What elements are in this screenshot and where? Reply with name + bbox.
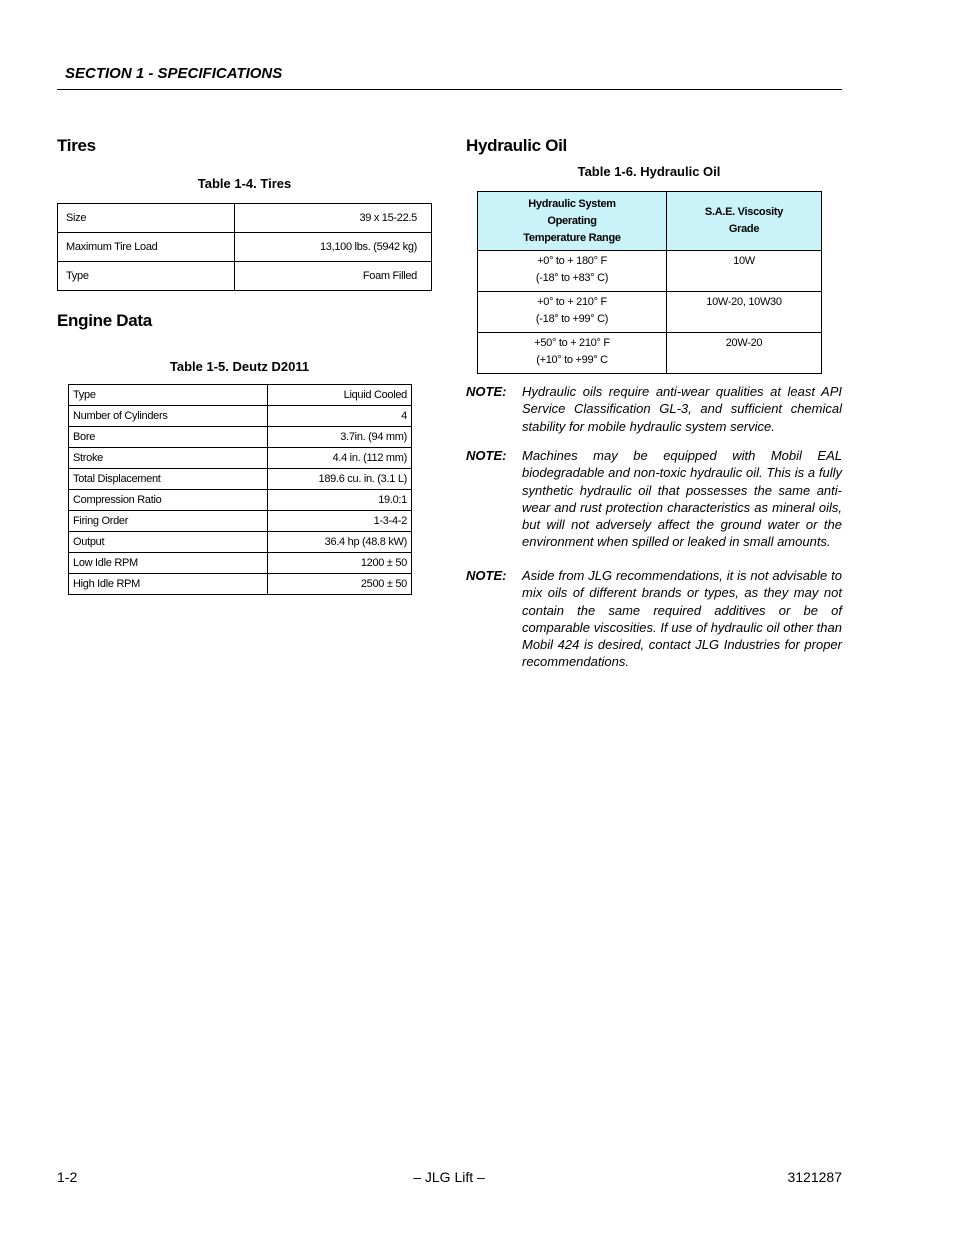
row-label: Compression Ratio	[69, 490, 268, 511]
row-label: Size	[58, 204, 235, 233]
row-label: Maximum Tire Load	[58, 233, 235, 262]
row-value: 2500 ± 50	[268, 574, 412, 595]
note-label: NOTE:	[466, 448, 507, 463]
table-row	[478, 333, 822, 374]
row-value: 1200 ± 50	[268, 553, 412, 574]
range-celsius: (-18° to +83° C)	[535, 272, 609, 284]
row-value: 36.4 hp (48.8 kW)	[268, 532, 412, 553]
hydraulic-oil-table	[477, 191, 822, 374]
table-row	[69, 511, 412, 532]
note-text: Hydraulic oils require anti-wear qualities at least API Service Classification GL-3, and sufficient chemical stability for mobile hydraulic system service.	[522, 384, 842, 434]
table-row	[58, 233, 432, 262]
row-label: Firing Order	[69, 511, 268, 532]
table-header-row	[478, 192, 822, 251]
tires-table	[57, 203, 432, 291]
row-value: 189.6 cu. in. (3.1 L)	[268, 469, 412, 490]
table-row	[69, 385, 412, 406]
header-line: Grade	[728, 223, 760, 235]
range-celsius: (+10° to +99° C	[536, 354, 608, 366]
header-line: S.A.E. Viscosity	[704, 206, 784, 218]
row-value: Foam Filled	[235, 262, 432, 291]
row-value: 3.7in. (94 mm)	[268, 427, 412, 448]
row-label: Output	[69, 532, 268, 553]
header-divider	[57, 89, 842, 90]
viscosity-grade-header	[667, 192, 822, 251]
row-value: 1-3-4-2	[268, 511, 412, 532]
tires-table-caption: Table 1-4. Tires	[197, 176, 292, 191]
table-row	[69, 448, 412, 469]
engine-heading: Engine Data	[57, 311, 152, 330]
viscosity-grade-cell: 20W-20	[667, 333, 822, 374]
row-value: 39 x 15-22.5	[235, 204, 432, 233]
note-text: Aside from JLG recommendations, it is not advisable to mix oils of different brands or types, as they may not contain the same required additives or be of comparable viscosities. If use of hydraulic oil other than Mobil 424 is desired, contact JLG Industries for proper recommendations.	[522, 568, 842, 670]
table-row	[69, 532, 412, 553]
table-row	[69, 553, 412, 574]
table-row	[58, 204, 432, 233]
table-row	[478, 251, 822, 292]
engine-table	[68, 384, 412, 595]
temperature-range-cell	[478, 251, 667, 292]
row-value: 4.4 in. (112 mm)	[268, 448, 412, 469]
table-row	[69, 406, 412, 427]
table-row	[69, 490, 412, 511]
row-label: Stroke	[69, 448, 268, 469]
row-value: Liquid Cooled	[268, 385, 412, 406]
row-value: 19.0:1	[268, 490, 412, 511]
range-fahrenheit: +0° to + 180° F	[537, 255, 607, 267]
row-label: Number of Cylinders	[69, 406, 268, 427]
hydraulic-oil-heading: Hydraulic Oil	[466, 136, 567, 155]
document-number: 3121287	[787, 1169, 842, 1185]
range-celsius: (-18° to +99° C)	[535, 313, 609, 325]
note-biodegradable-oil	[466, 447, 842, 551]
temperature-range-cell	[478, 292, 667, 333]
viscosity-grade-cell: 10W	[667, 251, 822, 292]
note-label: NOTE:	[466, 384, 507, 399]
row-label: High Idle RPM	[69, 574, 268, 595]
note-text: Machines may be equipped with Mobil EAL biodegradable and non-toxic hydraulic oil. This is a fully synthetic hydraulic oil that possesses the same anti-wear and rust protection characteristics as mineral oils, but will not adversely affect the ground water or the environment when spilled or leaked in small amounts.	[522, 448, 842, 550]
note-anti-wear	[466, 383, 842, 435]
header-line: Operating	[547, 214, 597, 227]
note-label: NOTE:	[466, 568, 507, 583]
row-value: 4	[268, 406, 412, 427]
range-fahrenheit: +0° to + 210° F	[537, 296, 607, 308]
table-row	[69, 469, 412, 490]
section-title: SECTION 1 - SPECIFICATIONS	[65, 65, 283, 82]
footer-center: – JLG Lift –	[413, 1169, 485, 1185]
engine-table-caption: Table 1-5. Deutz D2011	[169, 359, 310, 374]
temperature-range-header	[478, 192, 667, 251]
note-mixing-oils	[466, 567, 842, 671]
row-label: Type	[69, 385, 268, 406]
row-label: Low Idle RPM	[69, 553, 268, 574]
range-fahrenheit: +50° to + 210° F	[534, 337, 610, 349]
header-line: Hydraulic System	[528, 197, 616, 210]
page-number: 1-2	[57, 1169, 78, 1185]
row-label: Bore	[69, 427, 268, 448]
row-label: Type	[58, 262, 235, 291]
tires-heading: Tires	[57, 136, 96, 155]
table-row	[69, 427, 412, 448]
hydraulic-table-caption: Table 1-6. Hydraulic Oil	[577, 164, 721, 179]
row-label: Total Displacement	[69, 469, 268, 490]
table-row	[69, 574, 412, 595]
table-row	[58, 262, 432, 291]
temperature-range-cell	[478, 333, 667, 374]
table-row	[478, 292, 822, 333]
viscosity-grade-cell: 10W-20, 10W30	[667, 292, 822, 333]
row-value: 13,100 lbs. (5942 kg)	[235, 233, 432, 262]
header-line: Temperature Range	[523, 231, 621, 244]
